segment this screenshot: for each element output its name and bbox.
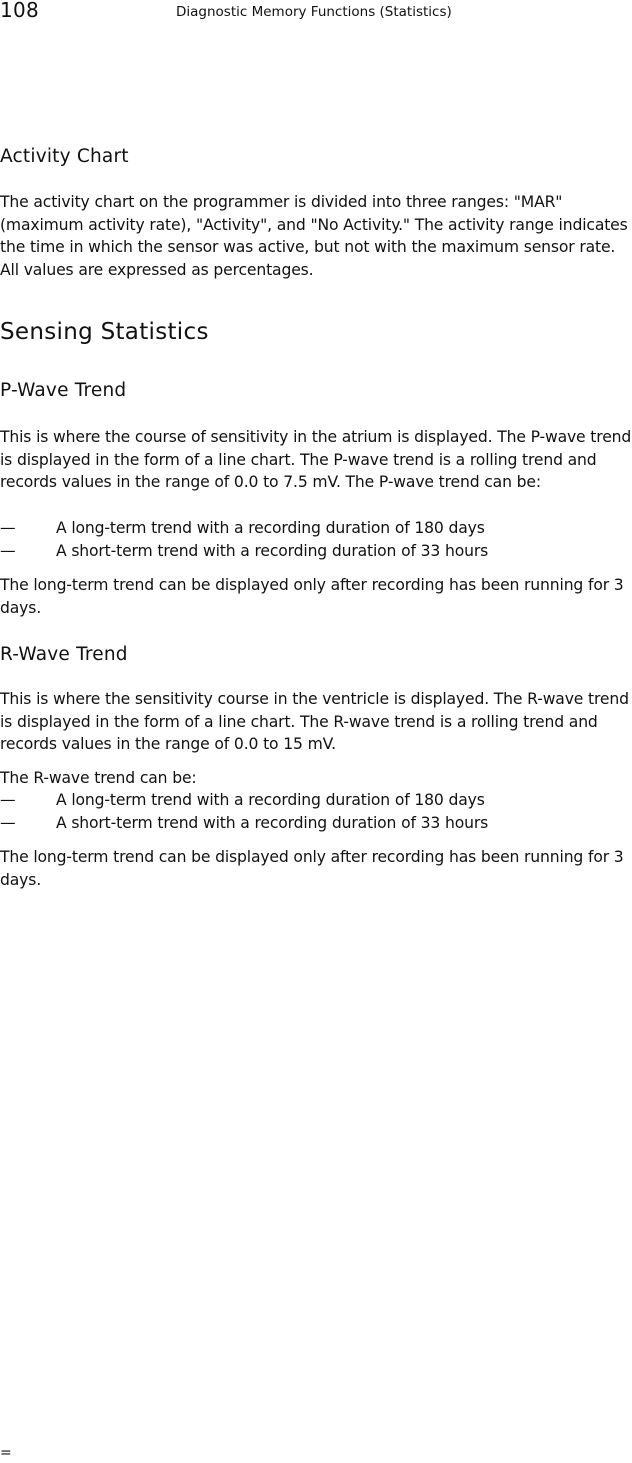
r-wave-trend-paragraph: This is where the sensitivity course in the ventricle is displayed. The R-wave trend is displayed in the form of a line chart. The R-wave trend is a rolling trend and records values in the range of 0.0 to 15 mV. xyxy=(0,690,629,754)
p-wave-trend-note: The long-term trend can be displayed only after recording has been running for 3 days. xyxy=(0,576,624,617)
activity-chart-paragraph: The activity chart on the programmer is divided into three ranges: "MAR" (maximum activity rate), "Activity", and "No Activity." The activity range indicates the time in which the sensor was active, but not with the maximum sensor rate. All values are expressed as percentages. xyxy=(0,193,628,280)
page-header xyxy=(0,0,632,28)
page-number: 108 xyxy=(0,0,40,22)
r-wave-trend-heading: R-Wave Trend xyxy=(0,644,128,665)
bullet-dash: — xyxy=(0,814,16,832)
p-wave-trend-paragraph: This is where the course of sensitivity in the atrium is displayed. The P-wave trend is displayed in the form of a line chart. The P-wave trend is a rolling trend and records values in the range of 0.0 to 7.5 mV. The P-wave trend can be: xyxy=(0,428,632,492)
bullet-dash: — xyxy=(0,519,16,537)
bullet-dash: — xyxy=(0,542,16,560)
footer-mark: = xyxy=(0,1445,12,1461)
bullet-text: A long-term trend with a recording duration of 180 days xyxy=(56,791,485,809)
running-title: Diagnostic Memory Functions (Statistics) xyxy=(176,4,452,20)
sensing-statistics-heading: Sensing Statistics xyxy=(0,319,209,345)
r-wave-trend-intro: The R-wave trend can be: xyxy=(0,769,197,787)
bullet-text: A long-term trend with a recording duration of 180 days xyxy=(56,519,485,537)
bullet-dash: — xyxy=(0,791,16,809)
activity-chart-heading: Activity Chart xyxy=(0,146,129,167)
bullet-text: A short-term trend with a recording duration of 33 hours xyxy=(56,814,489,832)
p-wave-trend-heading: P-Wave Trend xyxy=(0,380,127,401)
bullet-text: A short-term trend with a recording duration of 33 hours xyxy=(56,542,489,560)
r-wave-trend-note: The long-term trend can be displayed only after recording has been running for 3 days. xyxy=(0,848,624,889)
